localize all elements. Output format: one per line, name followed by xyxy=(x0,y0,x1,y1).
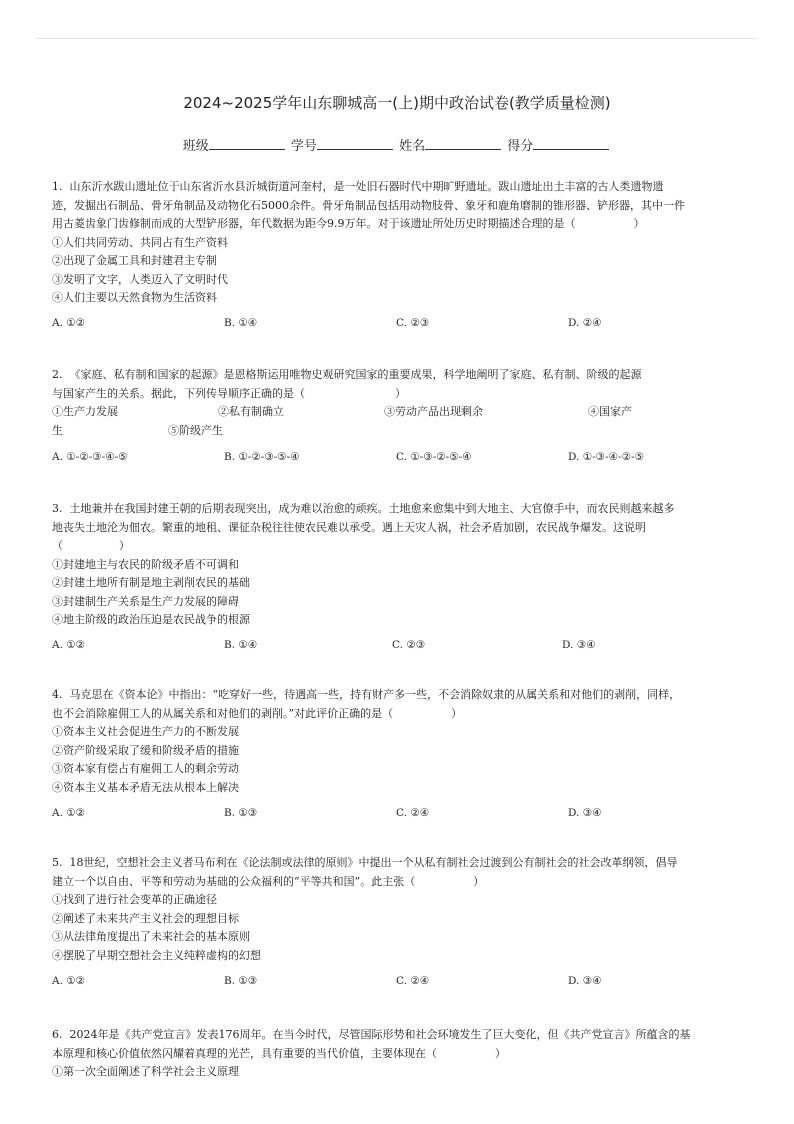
info-class-blank[interactable] xyxy=(209,136,285,150)
option-c[interactable]: C. ②③ xyxy=(392,639,426,651)
choice-item: ③从法律角度提出了未来社会的基本原则 xyxy=(52,930,250,943)
choice-item: ①人们共同劳动、共同占有生产资料 xyxy=(52,235,228,249)
question-2 xyxy=(52,366,742,463)
info-score-label: 得分 xyxy=(507,139,534,154)
question-3-stem xyxy=(52,500,742,556)
question-5-items xyxy=(52,891,742,965)
choice-item: ④国家产 xyxy=(588,405,632,418)
stem-line: 地丧失土地沦为佃农。繁重的地租、课征杂税往往使农民难以承受。遇上天灾人祸，社会矛盾加剧，农民战争爆发。这说明 xyxy=(52,520,646,534)
header-rule xyxy=(36,38,758,39)
option-b[interactable]: B. ①④ xyxy=(224,639,258,651)
stem-line: 也不会消除雇佣工人的从属关系和对他们的剥削。”对此评价正确的是（ xyxy=(52,706,394,720)
option-b[interactable]: B. ①-②-③-⑤-④ xyxy=(224,451,300,463)
choice-item: ①生产力发展 xyxy=(52,405,118,418)
option-d[interactable]: D. ①-③-④-②-⑤ xyxy=(568,451,644,463)
option-c[interactable]: C. ②④ xyxy=(396,975,430,987)
option-d[interactable]: D. ②④ xyxy=(568,317,602,329)
answer-paren: ） xyxy=(451,706,463,720)
choice-item: ①第一次全面阐述了科学社会主义原理 xyxy=(52,1065,239,1078)
question-3 xyxy=(52,500,742,651)
question-2-items-row-1 xyxy=(52,403,742,422)
option-a[interactable]: A. ①② xyxy=(52,975,86,987)
option-c[interactable]: C. ①-③-②-⑤-④ xyxy=(396,451,472,463)
question-5-number: 5. xyxy=(52,856,63,869)
question-2-options xyxy=(52,448,742,466)
answer-paren: ） xyxy=(495,1046,506,1060)
question-5-options xyxy=(52,972,742,990)
question-2-stem xyxy=(52,366,742,403)
choice-item: ③资本家有偿占有雇佣工人的剩余劳动 xyxy=(52,762,239,775)
choice-item: ④资本主义基本矛盾无法从根本上解决 xyxy=(52,780,239,794)
info-name-label: 姓名 xyxy=(399,139,426,154)
question-4-options xyxy=(52,804,742,822)
question-3-items xyxy=(52,556,742,630)
option-c[interactable]: C. ②③ xyxy=(396,317,430,329)
choice-item: ③封建制生产关系是生产力发展的障碍 xyxy=(52,594,239,608)
question-1-stem xyxy=(52,178,742,234)
info-score-blank[interactable] xyxy=(533,136,609,150)
choice-item: ①资本主义社会促进生产力的不断发展 xyxy=(52,725,239,738)
choice-item: ②私有制确立 xyxy=(218,405,284,418)
choice-item: ④人们主要以天然食物为生活资料 xyxy=(52,291,217,304)
option-a[interactable]: A. ①② xyxy=(52,807,86,819)
question-3-number: 3. xyxy=(52,502,63,515)
question-3-options xyxy=(52,636,742,654)
answer-paren: ） xyxy=(119,539,130,552)
question-6-number: 6. xyxy=(52,1028,63,1041)
stem-line: 与国家产生的关系。据此，下列传导顺序正确的是（ xyxy=(52,386,305,400)
page-title: 2024~2025学年山东聊城高一(上)期中政治试卷(教学质量检测) xyxy=(183,94,611,112)
question-5 xyxy=(52,854,742,987)
option-b[interactable]: B. ①③ xyxy=(224,975,258,987)
stem-line: 《家庭、私有制和国家的起源》是恩格斯运用唯物史观研究国家的重要成果，科学地阐明了家庭、私有制、阶级的起源 xyxy=(69,368,642,381)
stem-line: 土地兼并在我国封建王朝的后期表现突出，成为难以治愈的顽疾。土地愈来愈集中到大地主、大官僚手中，而农民则越来越多 xyxy=(69,502,675,515)
stem-line: 马克思在《资本论》中指出：“吃穿好一些，待遇高一些，持有财产多一些，不会消除奴隶的从属关系和对他们的剥削，同样， xyxy=(69,688,681,701)
choice-item: ①找到了进行社会变革的正确途径 xyxy=(52,893,217,906)
stem-line: 用古菱齿象门齿修制而成的大型铲形器，年代数据为距今9.9万年。对于该遗址所处历史时期描述合理的是（ xyxy=(52,217,576,230)
question-1-number: 1. xyxy=(52,180,63,193)
choice-item: ②阐述了未来共产主义社会的理想目标 xyxy=(52,911,239,925)
question-5-stem xyxy=(52,854,742,891)
question-6-stem xyxy=(52,1026,742,1063)
choice-item: ①封建地主与农民的阶级矛盾不可调和 xyxy=(52,557,239,571)
stem-line: 本原理和核心价值依然闪耀着真理的光芒，具有重要的当代价值，主要体现在（ xyxy=(52,1046,437,1060)
stem-line: 山东沂水跋山遗址位于山东省沂水县沂城街道河奎村，是一处旧石器时代中期旷野遗址。跋山遗址出土丰富的古人类遗物遗 xyxy=(69,180,664,193)
question-6-items xyxy=(52,1063,742,1082)
question-4 xyxy=(52,686,742,819)
answer-paren: ） xyxy=(395,386,406,400)
choice-item: ④摆脱了早期空想社会主义纯粹虚构的幻想 xyxy=(52,948,261,962)
choice-item: ⑤阶级产生 xyxy=(168,423,223,437)
stem-line: 2024年是《共产党宣言》发表176周年。在当今时代，尽管国际形势和社会环境发生了巨大变化，但《共产党宣言》所蕴含的基 xyxy=(69,1028,691,1041)
option-c[interactable]: C. ②④ xyxy=(396,807,430,819)
option-a[interactable]: A. ①-②-③-④-⑤ xyxy=(52,451,128,463)
question-1-options xyxy=(52,314,742,332)
student-info-line xyxy=(0,135,794,154)
choice-item: ③发明了文字，人类迈入了文明时代 xyxy=(52,272,228,286)
question-2-items-row-2 xyxy=(52,422,742,441)
choice-item: ②封建土地所有制是地主剥削农民的基础 xyxy=(52,576,250,589)
choice-item: 生 xyxy=(52,423,63,437)
stem-line: 建立一个以自由、平等和劳动为基础的公众福利的“平等共和国”。此主张（ xyxy=(52,874,416,888)
question-6 xyxy=(52,1026,742,1082)
choice-item: ③劳动产品出现剩余 xyxy=(384,405,483,418)
choice-item: ②出现了金属工具和封建君主专制 xyxy=(52,254,217,267)
question-1-items xyxy=(52,234,742,308)
option-a[interactable]: A. ①② xyxy=(52,317,86,329)
info-class-label: 班级 xyxy=(182,139,209,154)
choice-item: ④地主阶级的政治压迫是农民战争的根源 xyxy=(52,613,250,626)
question-1 xyxy=(52,178,742,329)
answer-paren: （ xyxy=(52,539,63,552)
info-id-label: 学号 xyxy=(290,139,317,154)
answer-paren: ） xyxy=(473,874,485,888)
question-2-number: 2. xyxy=(52,368,63,381)
info-name-blank[interactable] xyxy=(425,136,501,150)
stem-line: 迹，发掘出石制品、骨牙角制品及动物化石5000余件。骨牙角制品包括用动物肢骨、象牙和鹿角磨制的锥形器、铲形器，其中一件 xyxy=(52,198,685,212)
option-b[interactable]: B. ①④ xyxy=(224,317,258,329)
answer-paren: ） xyxy=(633,217,645,230)
option-d[interactable]: D. ③④ xyxy=(568,807,602,819)
stem-line: 18世纪，空想社会主义者马布利在《论法制或法律的原则》中提出一个从私有制社会过渡到公有制社会的社会改革纲领，倡导 xyxy=(69,856,678,869)
info-id-blank[interactable] xyxy=(317,136,393,150)
question-4-stem xyxy=(52,686,742,723)
question-4-number: 4. xyxy=(52,688,63,701)
choice-item: ②资产阶级采取了缓和阶级矛盾的措施 xyxy=(52,743,239,757)
option-d[interactable]: D. ③④ xyxy=(568,975,602,987)
option-d[interactable]: D. ③④ xyxy=(562,639,596,651)
option-b[interactable]: B. ①③ xyxy=(224,807,258,819)
question-4-items xyxy=(52,723,742,797)
option-a[interactable]: A. ①② xyxy=(52,639,86,651)
